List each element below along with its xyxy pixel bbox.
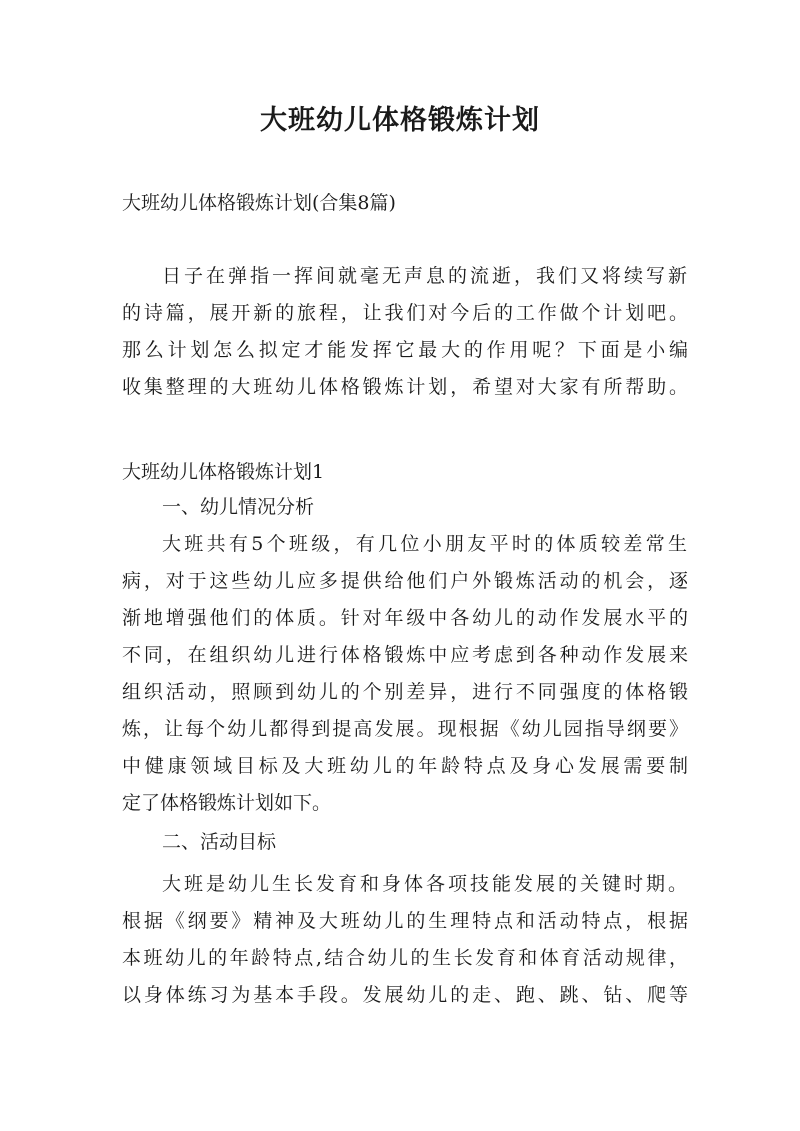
body-line: 渐地增强他们的体质。针对年级中各幼儿的动作发展水平的 bbox=[122, 607, 688, 629]
plan-heading: 大班幼儿体格锻炼计划1 bbox=[122, 461, 325, 483]
body-line: 本班幼儿的年龄特点,结合幼儿的生长发育和体育活动规律， bbox=[122, 947, 688, 969]
body-line: 以身体练习为基本手段。发展幼儿的走、跑、跳、钻、爬等 bbox=[122, 984, 688, 1006]
body-line: 病，对于这些幼儿应多提供给他们户外锻炼活动的机会，逐 bbox=[122, 570, 688, 592]
body-line: 定了体格锻炼计划如下。 bbox=[122, 792, 332, 814]
body-line: 中健康领域目标及大班幼儿的年龄特点及身心发展需要制 bbox=[122, 755, 688, 777]
body-line: 不同，在组织幼儿进行体格锻炼中应考虑到各种动作发展来 bbox=[122, 644, 688, 666]
body-line: 炼，让每个幼儿都得到提高发展。现根据《幼儿园指导纲要》 bbox=[122, 718, 688, 740]
intro-line: 那么计划怎么拟定才能发挥它最大的作用呢？下面是小编 bbox=[122, 339, 688, 361]
document-title: 大班幼儿体格锻炼计划 bbox=[260, 105, 540, 136]
body-line: 根据《纲要》精神及大班幼儿的生理特点和活动特点，根据 bbox=[122, 910, 688, 932]
intro-line: 日子在弹指一挥间就毫无声息的流逝，我们又将续写新 bbox=[162, 265, 687, 287]
section-heading: 二、活动目标 bbox=[162, 831, 277, 853]
body-line: 大班共有5个班级，有几位小朋友平时的体质较差常生 bbox=[162, 533, 687, 555]
document-subtitle: 大班幼儿体格锻炼计划(合集8篇) bbox=[122, 192, 396, 214]
body-line: 组织活动，照顾到幼儿的个别差异，进行不同强度的体格锻 bbox=[122, 681, 688, 703]
intro-line: 收集整理的大班幼儿体格锻炼计划，希望对大家有所帮助。 bbox=[122, 376, 688, 398]
intro-line: 的诗篇，展开新的旅程，让我们对今后的工作做个计划吧。 bbox=[122, 302, 688, 324]
body-line: 大班是幼儿生长发育和身体各项技能发展的关键时期。 bbox=[162, 873, 687, 895]
section-heading: 一、幼儿情况分析 bbox=[162, 496, 315, 518]
